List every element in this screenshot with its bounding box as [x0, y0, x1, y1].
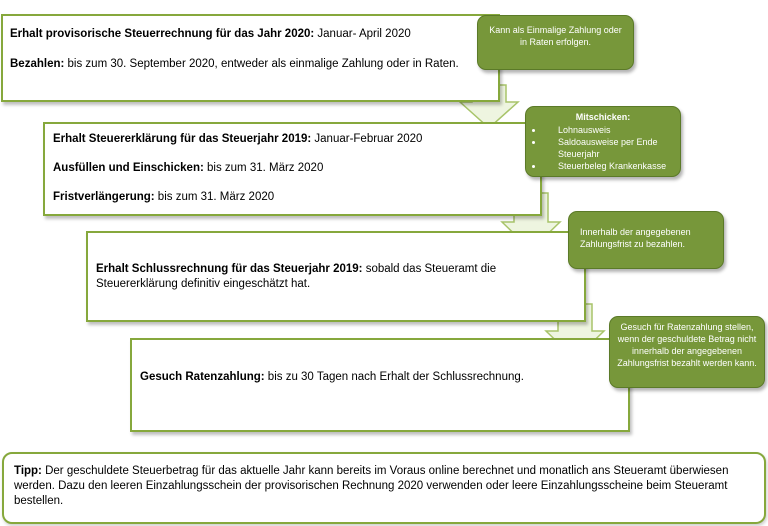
note-attachments-title: Mitschicken: [575, 112, 631, 122]
tip-box [2, 452, 766, 524]
tip-text: Der geschuldete Steuerbetrag für das aktuelle Jahr kann bereits im Voraus online berechnet und monatlich ans Steueramt überwiesen werden. Dazu den leeren Einzahlungsschein der provisorischen Rechnung 2020 verwenden oder leere Einzahlungsscheine beim Steueramt bestellen. [14, 465, 729, 507]
attachments-list [532, 124, 674, 172]
note-installment-request: Gesuch für Ratenzahlung stellen, wenn der geschuldete Betrag nicht innerhalb der angegebenen Zahlungsfrist bezahlt werden kann. [609, 316, 765, 388]
note-attachments [525, 106, 681, 177]
step-3-row-1: Erhalt Schlussrechnung für das Steuerjahr 2019: sobald das Steueramt die Steuererklärung definitiv eingeschätzt hat. [96, 263, 497, 290]
attachment-item: • Lohnausweis [544, 124, 674, 136]
note-payment-options: Kann als Einmalige Zahlung oder in Raten erfolgen. [477, 15, 634, 70]
step-2-row-3: Fristverlängerung: bis zum 31. März 2020 [53, 191, 275, 203]
step-2-row-2: Ausfüllen und Einschicken: bis zum 31. März 2020 [53, 162, 324, 174]
step-4-row-1: Gesuch Ratenzahlung: bis zu 30 Tagen nach Erhalt der Schlussrechnung. [140, 371, 524, 383]
step-tax-return [43, 122, 542, 216]
step-installment-request [130, 338, 630, 432]
step-1-row-2: Bezahlen: bis zum 30. September 2020, entweder als einmalige Zahlung oder in Raten. [10, 58, 459, 70]
step-1-row-1: Erhalt provisorische Steuerrechnung für das Jahr 2020: Januar- April 2020 [10, 28, 411, 40]
note-payment-deadline: Innerhalb der angegebenen Zahlungsfrist zu bezahlen. [568, 211, 724, 269]
attachment-item: • Steuerbeleg Krankenkasse [544, 160, 674, 172]
step-final-invoice [86, 231, 586, 322]
step-provisional-invoice [1, 14, 500, 102]
tip-label: Tipp: [14, 465, 42, 477]
step-2-row-1: Erhalt Steuererklärung für das Steuerjahr 2019: Januar-Februar 2020 [53, 133, 423, 145]
attachment-item: • Saldoausweise per Ende Steuerjahr [544, 136, 674, 160]
